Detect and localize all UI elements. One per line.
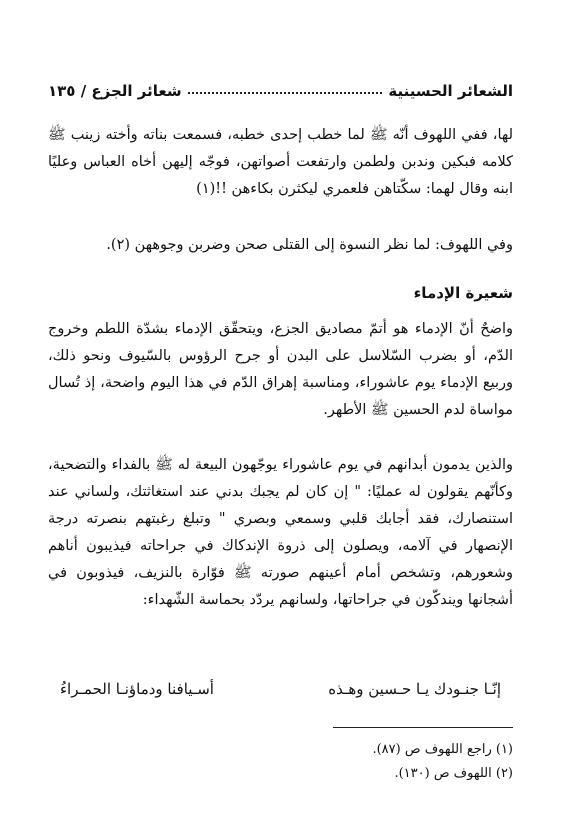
footnote-1: (١) راجع اللهوف ص (٨٧). xyxy=(372,742,513,757)
footnotes xyxy=(48,738,513,786)
paragraph-1-text: لها، ففي اللهوف أنّه ﷺ لما خطب إحدى خطبه، فسمعت بناته وأخته زينب ﷺ كلامه فبكين وندبن ولطمن وارتفعت أصواتهن، فوجّه إليهن أخاه العباس وعليًا ابنه وقال لهما: سكّتاهن فلعمري ليكثرن بكاءهن !!(١) xyxy=(48,127,513,197)
header-book-title: الشعائر الحسينية xyxy=(388,82,513,100)
paragraph-3-text: واضحٌ أنّ الإدماء هو أتمّ مصاديق الجزع، ويتحقّق الإدماء بشدّة اللطم وخروج الدّم، أو بضرب السّلاسل على البدن أو جرح الرؤوس بالسّيوف ونحو ذلك، وربيع الإدماء يوم عاشوراء، ومناسبة إهراق الدّم في هذا اليوم واضحة، إذ تُسال مواساة لدم الحسين ﷺ الأطهر. xyxy=(48,321,513,418)
paragraph-4-text: والذين يدمون أبدانهم في يوم عاشوراء يوجّهون البيعة له ﷺ بالفداء والتضحية، وكأنّهم يقولون له عمليًا: " إن كان لم يجبك بدني عند استغاثتك، ولساني عند استنصارك، فقد أجابك قلبي وسمعي وبصري " وتبلغ رغبتهم بنصرته درجة الإنصهار في آلامه، ويصلون إلى ذروة الإندكاك في جراحاته فيذيبون أناهم وشعورهم، وتشخص أمام أعينهم صورته ﷺ فوّارة بالنزيف، فيذوبون في أشجانها ويندكّون في جراحاتها، ولسانهم يردّد بحماسة الشّهداء: xyxy=(48,457,513,608)
paragraph-4 xyxy=(48,452,513,614)
footnote-separator xyxy=(333,727,513,728)
header-chapter-page: شعائر الجزع / ١٣٥ xyxy=(48,82,182,100)
paragraph-3 xyxy=(48,316,513,424)
header-dotted-rule xyxy=(188,92,383,94)
poem-first-hemistich: إنّـا جنـودك يـا حـسين وهـذه xyxy=(328,680,501,698)
paragraph-2 xyxy=(48,232,513,259)
paragraph-1 xyxy=(48,122,513,203)
poem-verse xyxy=(60,680,501,698)
footnote-2: (٢) اللهوف ص (١٣٠). xyxy=(394,766,513,781)
section-heading: شعيرة الإدماء xyxy=(413,284,513,302)
running-header xyxy=(48,74,513,100)
paragraph-2-text: وفي اللهوف: لما نظر النسوة إلى القتلى صحن وضربن وجوههن (٢). xyxy=(106,237,513,253)
poem-second-hemistich: أسـيافنا ودماؤنـا الحمـراءُ xyxy=(60,680,214,698)
